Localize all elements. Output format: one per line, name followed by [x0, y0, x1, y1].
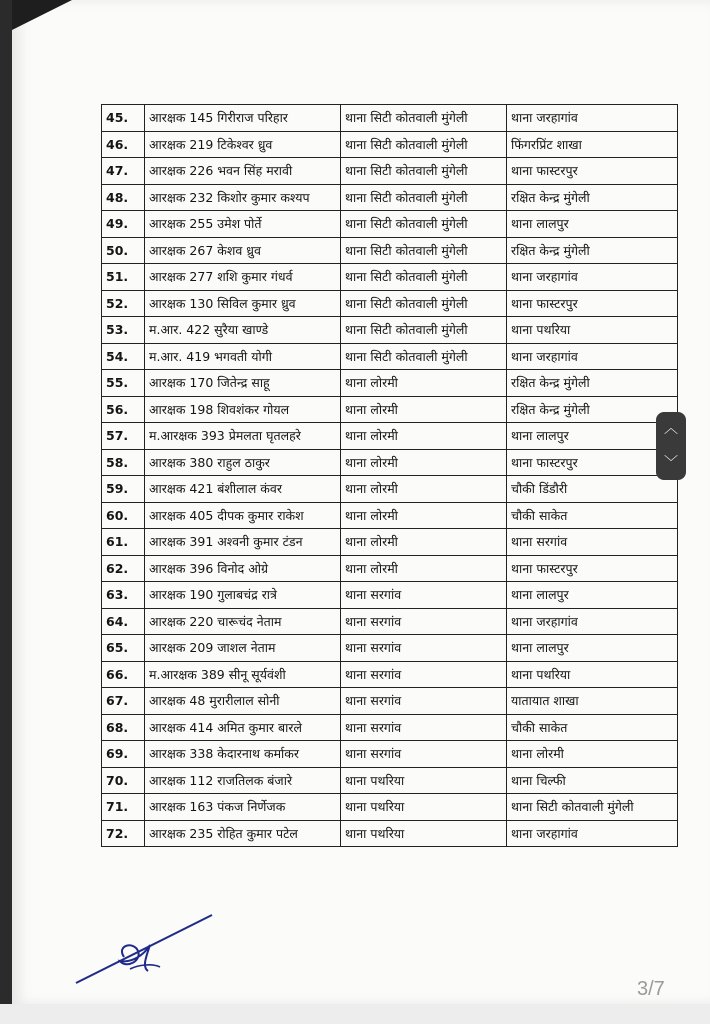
serial-number-cell: 69. — [102, 741, 145, 768]
to-station-cell: चौकी साकेत — [507, 714, 678, 741]
table-row — [102, 184, 678, 211]
employee-name-cell: आरक्षक 170 जितेन्द्र साहू — [145, 370, 341, 397]
to-station-cell: रक्षित केन्द्र मुंगेली — [507, 237, 678, 264]
serial-number-cell: 52. — [102, 290, 145, 317]
table-row — [102, 529, 678, 556]
to-station-cell: थाना सिटी कोतवाली मुंगेली — [507, 794, 678, 821]
to-station-cell: थाना फास्टरपुर — [507, 290, 678, 317]
from-station-cell: थाना सिटी कोतवाली मुंगेली — [341, 211, 507, 238]
to-station-cell: थाना फास्टरपुर — [507, 158, 678, 185]
serial-number-cell: 49. — [102, 211, 145, 238]
serial-number-cell: 45. — [102, 105, 145, 132]
table-row — [102, 635, 678, 662]
serial-number-cell: 56. — [102, 396, 145, 423]
to-station-cell: थाना जरहागांव — [507, 608, 678, 635]
table-row — [102, 317, 678, 344]
from-station-cell: थाना लोरमी — [341, 449, 507, 476]
from-station-cell: थाना लोरमी — [341, 529, 507, 556]
serial-number-cell: 62. — [102, 555, 145, 582]
serial-number-cell: 70. — [102, 767, 145, 794]
from-station-cell: थाना सरगांव — [341, 661, 507, 688]
to-station-cell: थाना जरहागांव — [507, 105, 678, 132]
serial-number-cell: 66. — [102, 661, 145, 688]
table-row — [102, 396, 678, 423]
employee-name-cell: आरक्षक 145 गिरीराज परिहार — [145, 105, 341, 132]
from-station-cell: थाना सरगांव — [341, 688, 507, 715]
employee-name-cell: आरक्षक 267 केशव ध्रुव — [145, 237, 341, 264]
table-row — [102, 714, 678, 741]
to-station-cell: चौकी डिंडौरी — [507, 476, 678, 503]
bottom-strip — [0, 1004, 710, 1024]
transfer-table-body — [102, 105, 678, 847]
serial-number-cell: 60. — [102, 502, 145, 529]
to-station-cell: चौकी साकेत — [507, 502, 678, 529]
from-station-cell: थाना सिटी कोतवाली मुंगेली — [341, 317, 507, 344]
from-station-cell: थाना सरगांव — [341, 635, 507, 662]
from-station-cell: थाना सिटी कोतवाली मुंगेली — [341, 343, 507, 370]
transfer-table — [101, 104, 678, 847]
employee-name-cell: आरक्षक 396 विनोद ओग्रे — [145, 555, 341, 582]
from-station-cell: थाना सिटी कोतवाली मुंगेली — [341, 131, 507, 158]
serial-number-cell: 65. — [102, 635, 145, 662]
from-station-cell: थाना लोरमी — [341, 423, 507, 450]
employee-name-cell: आरक्षक 235 रोहित कुमार पटेल — [145, 820, 341, 847]
from-station-cell: थाना सिटी कोतवाली मुंगेली — [341, 158, 507, 185]
employee-name-cell: आरक्षक 163 पंकज निर्णेजक — [145, 794, 341, 821]
from-station-cell: थाना लोरमी — [341, 555, 507, 582]
serial-number-cell: 64. — [102, 608, 145, 635]
serial-number-cell: 55. — [102, 370, 145, 397]
employee-name-cell: आरक्षक 220 चारूचंद नेताम — [145, 608, 341, 635]
to-station-cell: रक्षित केन्द्र मुंगेली — [507, 370, 678, 397]
table-row — [102, 767, 678, 794]
from-station-cell: थाना पथरिया — [341, 794, 507, 821]
employee-name-cell: आरक्षक 380 राहुल ठाकुर — [145, 449, 341, 476]
from-station-cell: थाना लोरमी — [341, 370, 507, 397]
to-station-cell: थाना पथरिया — [507, 317, 678, 344]
serial-number-cell: 51. — [102, 264, 145, 291]
from-station-cell: थाना सिटी कोतवाली मुंगेली — [341, 105, 507, 132]
table-row — [102, 237, 678, 264]
serial-number-cell: 46. — [102, 131, 145, 158]
table-row — [102, 105, 678, 132]
table-row — [102, 264, 678, 291]
employee-name-cell: आरक्षक 421 बंशीलाल कंवर — [145, 476, 341, 503]
serial-number-cell: 63. — [102, 582, 145, 609]
table-row — [102, 449, 678, 476]
table-row — [102, 661, 678, 688]
serial-number-cell: 61. — [102, 529, 145, 556]
table-row — [102, 820, 678, 847]
table-row — [102, 794, 678, 821]
scroll-down-icon[interactable]: ﹀ — [664, 455, 678, 471]
to-station-cell: थाना जरहागांव — [507, 264, 678, 291]
serial-number-cell: 57. — [102, 423, 145, 450]
page-scroll-control[interactable] — [656, 412, 686, 480]
signature-mark — [72, 905, 222, 990]
table-row — [102, 343, 678, 370]
from-station-cell: थाना लोरमी — [341, 476, 507, 503]
from-station-cell: थाना सरगांव — [341, 714, 507, 741]
from-station-cell: थाना सरगांव — [341, 741, 507, 768]
table-row — [102, 211, 678, 238]
employee-name-cell: आरक्षक 48 मुरारीलाल सोनी — [145, 688, 341, 715]
employee-name-cell: आरक्षक 277 शशि कुमार गंधर्व — [145, 264, 341, 291]
to-station-cell: थाना लालपुर — [507, 423, 678, 450]
to-station-cell: फिंगरप्रिंट शाखा — [507, 131, 678, 158]
employee-name-cell: आरक्षक 219 टिकेश्वर ध्रुव — [145, 131, 341, 158]
to-station-cell: थाना पथरिया — [507, 661, 678, 688]
to-station-cell: यातायात शाखा — [507, 688, 678, 715]
table-row — [102, 423, 678, 450]
employee-name-cell: म.आरक्षक 389 सीनू सूर्यवंशी — [145, 661, 341, 688]
employee-name-cell: आरक्षक 130 सिविल कुमार ध्रुव — [145, 290, 341, 317]
table-row — [102, 555, 678, 582]
serial-number-cell: 71. — [102, 794, 145, 821]
serial-number-cell: 59. — [102, 476, 145, 503]
employee-name-cell: आरक्षक 112 राजतिलक बंजारे — [145, 767, 341, 794]
to-station-cell: थाना जरहागांव — [507, 343, 678, 370]
from-station-cell: थाना सरगांव — [341, 582, 507, 609]
to-station-cell: थाना सरगांव — [507, 529, 678, 556]
serial-number-cell: 50. — [102, 237, 145, 264]
employee-name-cell: आरक्षक 414 अमित कुमार बारले — [145, 714, 341, 741]
from-station-cell: थाना सरगांव — [341, 608, 507, 635]
serial-number-cell: 68. — [102, 714, 145, 741]
employee-name-cell: म.आर. 422 सुरैया खाण्डे — [145, 317, 341, 344]
employee-name-cell: म.आर. 419 भगवती योगी — [145, 343, 341, 370]
employee-name-cell: आरक्षक 255 उमेश पोर्ते — [145, 211, 341, 238]
to-station-cell: थाना लालपुर — [507, 635, 678, 662]
from-station-cell: थाना पथरिया — [341, 767, 507, 794]
table-row — [102, 741, 678, 768]
table-row — [102, 370, 678, 397]
serial-number-cell: 58. — [102, 449, 145, 476]
table-row — [102, 476, 678, 503]
table-row — [102, 158, 678, 185]
serial-number-cell: 47. — [102, 158, 145, 185]
employee-name-cell: आरक्षक 338 केदारनाथ कर्माकर — [145, 741, 341, 768]
from-station-cell: थाना सिटी कोतवाली मुंगेली — [341, 290, 507, 317]
serial-number-cell: 67. — [102, 688, 145, 715]
to-station-cell: रक्षित केन्द्र मुंगेली — [507, 184, 678, 211]
employee-name-cell: आरक्षक 232 किशोर कुमार कश्यप — [145, 184, 341, 211]
from-station-cell: थाना सिटी कोतवाली मुंगेली — [341, 184, 507, 211]
page-indicator: 3/7 — [637, 978, 665, 1000]
to-station-cell: थाना फास्टरपुर — [507, 555, 678, 582]
table-row — [102, 131, 678, 158]
table-row — [102, 688, 678, 715]
from-station-cell: थाना लोरमी — [341, 502, 507, 529]
from-station-cell: थाना सिटी कोतवाली मुंगेली — [341, 237, 507, 264]
serial-number-cell: 72. — [102, 820, 145, 847]
to-station-cell: थाना जरहागांव — [507, 820, 678, 847]
serial-number-cell: 54. — [102, 343, 145, 370]
employee-name-cell: आरक्षक 405 दीपक कुमार राकेश — [145, 502, 341, 529]
employee-name-cell: आरक्षक 198 शिवशंकर गोयल — [145, 396, 341, 423]
employee-name-cell: आरक्षक 391 अश्वनी कुमार टंडन — [145, 529, 341, 556]
to-station-cell: थाना चिल्फी — [507, 767, 678, 794]
page-fold-corner — [12, 0, 72, 30]
document-page — [12, 0, 710, 1004]
to-station-cell: रक्षित केन्द्र मुंगेली — [507, 396, 678, 423]
serial-number-cell: 53. — [102, 317, 145, 344]
to-station-cell: थाना लोरमी — [507, 741, 678, 768]
table-row — [102, 502, 678, 529]
table-row — [102, 582, 678, 609]
employee-name-cell: आरक्षक 226 भवन सिंह मरावी — [145, 158, 341, 185]
employee-name-cell: आरक्षक 209 जाशल नेताम — [145, 635, 341, 662]
employee-name-cell: म.आरक्षक 393 प्रेमलता घृतलहरे — [145, 423, 341, 450]
to-station-cell: थाना फास्टरपुर — [507, 449, 678, 476]
from-station-cell: थाना पथरिया — [341, 820, 507, 847]
table-row — [102, 608, 678, 635]
to-station-cell: थाना लालपुर — [507, 582, 678, 609]
to-station-cell: थाना लालपुर — [507, 211, 678, 238]
from-station-cell: थाना लोरमी — [341, 396, 507, 423]
table-row — [102, 290, 678, 317]
employee-name-cell: आरक्षक 190 गुलाबचंद्र रात्रे — [145, 582, 341, 609]
scroll-up-icon[interactable]: ︿ — [664, 421, 678, 437]
from-station-cell: थाना सिटी कोतवाली मुंगेली — [341, 264, 507, 291]
serial-number-cell: 48. — [102, 184, 145, 211]
